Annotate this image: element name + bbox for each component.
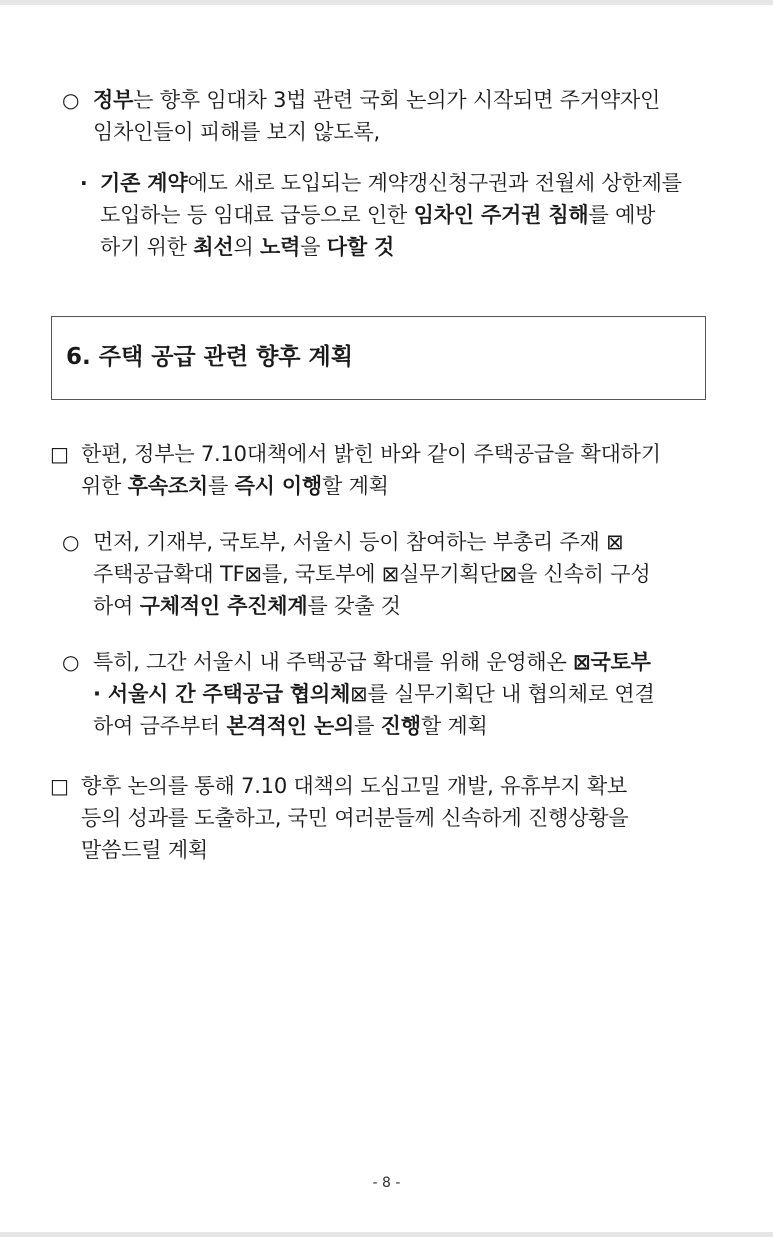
text-run: 특히, 그간 서울시 내 주택공급 확대를 위해 운영해온 xyxy=(93,650,574,674)
text-line xyxy=(81,834,710,866)
text-run: 의 xyxy=(233,235,261,259)
text-line xyxy=(93,84,710,116)
section-heading-box xyxy=(51,316,706,400)
text-run: 을 xyxy=(300,235,327,259)
item-text xyxy=(93,526,710,622)
item-text xyxy=(81,770,710,866)
item-marker: □ xyxy=(50,442,69,466)
text-run: 먼저, 기재부, 국토부, 서울시 등이 참여하는 부총리 주재 ⊠ xyxy=(93,530,624,554)
item-text xyxy=(81,438,710,502)
bold-text: 노력 xyxy=(260,235,301,259)
text-run: 말씀드릴 계획 xyxy=(81,838,208,862)
text-run: 하기 위한 xyxy=(100,235,194,259)
text-line xyxy=(93,526,710,558)
text-line xyxy=(93,116,710,148)
item-text xyxy=(100,167,710,263)
text-run: 주택공급확대 TF⊠를, 국토부에 ⊠실무기획단⊠을 신속히 구성 xyxy=(93,562,651,586)
text-run: 임차인들이 피해를 보지 않도록, xyxy=(93,120,381,144)
text-run: 하여 xyxy=(93,594,140,618)
text-line xyxy=(93,646,710,678)
text-line xyxy=(100,199,710,231)
bold-text: 기존 계약 xyxy=(100,171,188,195)
bold-text: 다할 것 xyxy=(326,235,395,259)
text-run: 를 갖출 것 xyxy=(307,594,401,618)
bold-text: 최선 xyxy=(193,235,234,259)
text-run: ⊠를 실무기획단 내 협의체로 연결 xyxy=(350,682,655,706)
item-text xyxy=(93,646,710,742)
bold-text: 본격적인 논의 xyxy=(226,714,355,738)
bottom-bar xyxy=(0,1232,773,1237)
text-run: 를 xyxy=(208,474,235,498)
item-marker: · xyxy=(80,171,88,195)
bold-text: 구체적인 추진체계 xyxy=(139,594,308,618)
text-line xyxy=(93,590,710,622)
item-marker: ○ xyxy=(62,88,80,112)
section-title: 6. 주택 공급 관련 향후 계획 xyxy=(66,344,353,370)
bold-text: · 서울시 간 주택공급 협의체 xyxy=(93,682,351,706)
text-line xyxy=(93,678,710,710)
item-marker: ○ xyxy=(62,650,80,674)
top-bar xyxy=(0,0,773,5)
item-marker: ○ xyxy=(62,530,80,554)
text-run: 를 xyxy=(354,714,381,738)
text-run: 할 계획 xyxy=(322,474,389,498)
text-line xyxy=(100,167,710,199)
text-run: 향후 논의를 통해 7.10 대책의 도심고밀 개발, 유휴부지 확보 xyxy=(81,774,628,798)
text-line xyxy=(81,438,710,470)
text-run: 위한 xyxy=(81,474,128,498)
text-run: 한편, 정부는 7.10대책에서 밝힌 바와 같이 주택공급을 확대하기 xyxy=(81,442,661,466)
bold-text: 즉시 이행 xyxy=(234,474,323,498)
bold-text: 임차인 주거권 침해 xyxy=(413,203,589,227)
text-run: 는 향후 임대차 3법 관련 국회 논의가 시작되면 주거약자인 xyxy=(133,88,661,112)
text-line xyxy=(81,802,710,834)
text-run: 도입하는 등 임대료 급등으로 인한 xyxy=(100,203,414,227)
item-text xyxy=(93,84,710,148)
text-run: 에도 새로 도입되는 계약갱신청구권과 전월세 상한제를 xyxy=(187,171,682,195)
bold-text: 후속조치 xyxy=(127,474,208,498)
bold-text: ⊠국토부 xyxy=(573,650,651,674)
text-line xyxy=(81,470,710,502)
text-run: 할 계획 xyxy=(420,714,488,738)
item-marker: □ xyxy=(50,774,69,798)
text-line xyxy=(81,770,710,802)
page-number: - 8 - xyxy=(372,1175,401,1191)
text-run: 를 예방 xyxy=(588,203,656,227)
bold-text: 진행 xyxy=(380,714,421,738)
text-run: 등의 성과를 도출하고, 국민 여러분들께 신속하게 진행상황을 xyxy=(81,806,629,830)
text-line xyxy=(100,231,710,263)
text-run: 하여 금주부터 xyxy=(93,714,227,738)
text-line xyxy=(93,710,710,742)
bold-text: 정부 xyxy=(93,88,134,112)
text-line xyxy=(93,558,710,590)
